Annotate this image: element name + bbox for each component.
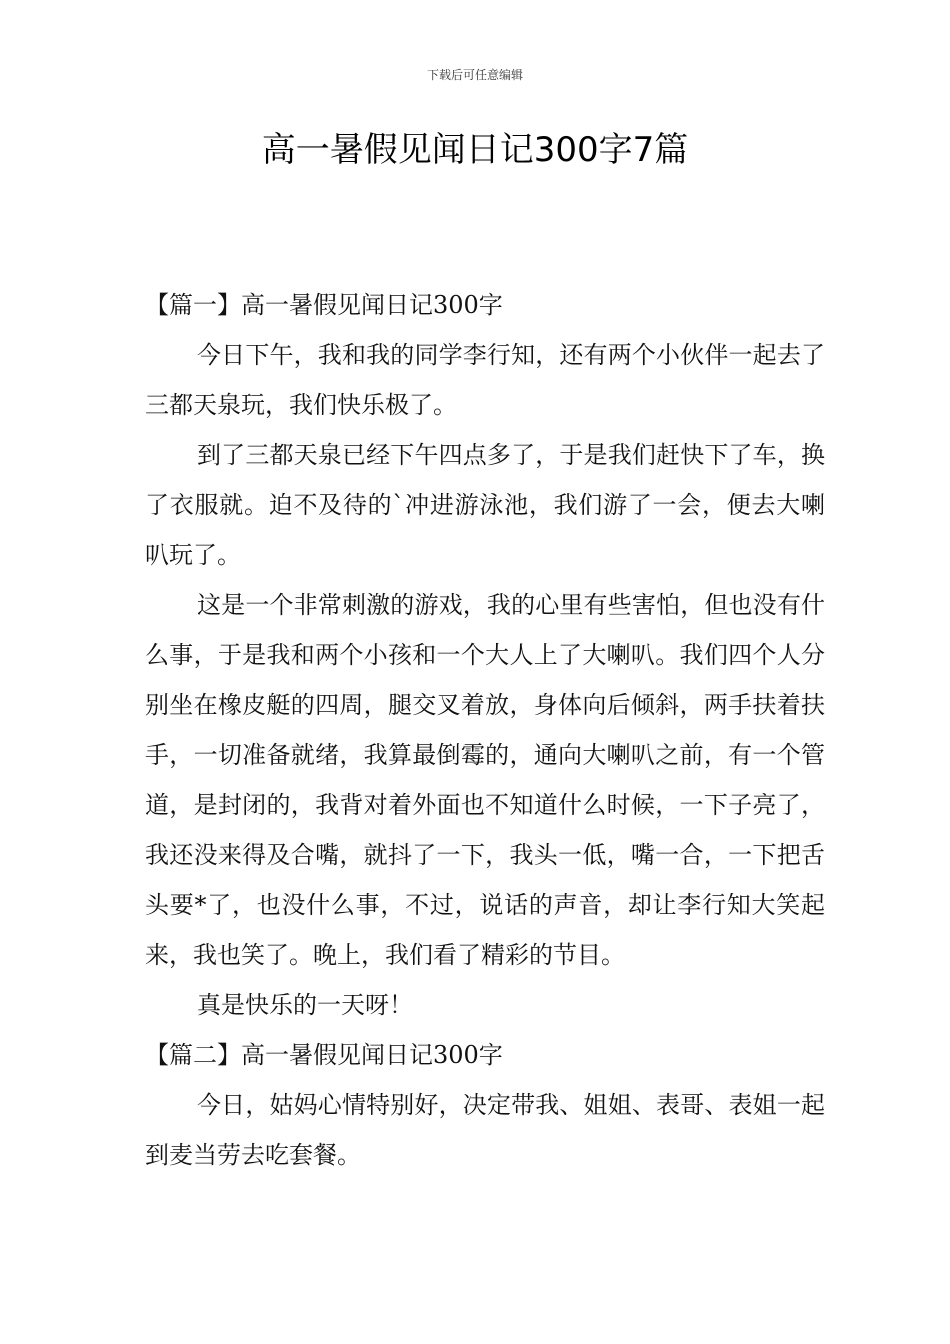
paragraph: 这是一个非常刺激的游戏，我的心里有些害怕，但也没有什么事，于是我和两个小孩和一个大人上了大喇叭。我们四个人分别坐在橡皮艇的四周，腿交叉着放，身体向后倾斜，两手扶着扶手，一切准备就绪，我算最倒霉的，通向大喇叭之前，有一个管道，是封闭的，我背对着外面也不知道什么时候，一下子亮了，我还没来得及合嘴，就抖了一下，我头一低，嘴一合，一下把舌头要*了，也没什么事，不过，说话的声音，却让李行知大笑起来，我也笑了。晚上，我们看了精彩的节目。	[145, 591, 825, 969]
paragraph: 今日，姑妈心情特别好，决定带我、姐姐、表哥、表姐一起到麦当劳去吃套餐。	[145, 1091, 825, 1169]
section-2	[145, 1030, 825, 1180]
paragraph: 真是快乐的一天呀！	[197, 991, 413, 1019]
header-note: 下载后可任意编辑	[426, 68, 523, 82]
section-1	[145, 280, 825, 1030]
document-body	[145, 280, 825, 1180]
document-title: 高一暑假见闻日记300字7篇	[261, 130, 689, 170]
section-heading: 【篇一】高一暑假见闻日记300字	[145, 291, 503, 319]
section-heading: 【篇二】高一暑假见闻日记300字	[145, 1041, 503, 1069]
paragraph: 到了三都天泉已经下午四点多了，于是我们赶快下了车，换了衣服就。迫不及待的`冲进游泳池，我们游了一会，便去大喇叭玩了。	[145, 441, 825, 569]
paragraph: 今日下午，我和我的同学李行知，还有两个小伙伴一起去了三都天泉玩，我们快乐极了。	[145, 341, 825, 419]
